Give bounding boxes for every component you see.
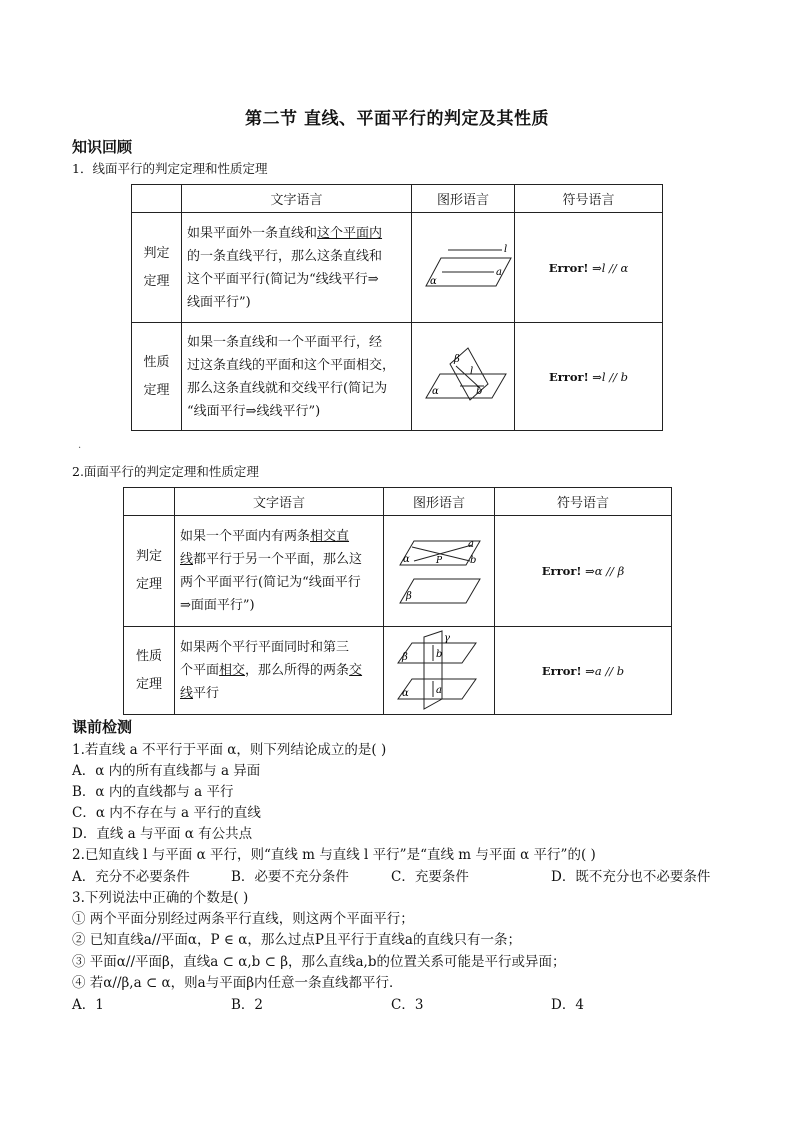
symbol-line-plane-judgment: Error! ⇒l // α: [515, 213, 663, 323]
row-head-property: 性质 定理: [124, 627, 175, 715]
figure-plane-plane-judgment: [384, 516, 495, 627]
row-text-property: 如果一条直线和一个平面平行，经 过这条直线的平面和这个平面相交， 那么这条直线就和交线平行(简记为 “线面平行⇒线线平行”): [182, 323, 412, 431]
table-row: [132, 213, 663, 323]
header-figure-language: 图形语言: [384, 488, 495, 516]
question-2-option-d: D．既不充分也不必要条件: [551, 869, 711, 885]
question-1-option-a: A．α 内的所有直线都与 a 异面: [72, 763, 261, 779]
header-symbol-language: 符号语言: [495, 488, 672, 516]
figure-label: b: [436, 648, 443, 660]
figure-label: a: [496, 266, 502, 278]
figure-label: γ: [444, 632, 450, 644]
question-2-option-b: B．必要不充分条件: [231, 869, 349, 885]
question-3-option-d: D．4: [551, 997, 584, 1013]
table-header-row: [124, 488, 672, 516]
question-3-statement-4: ④ 若α//β,a ⊂ α，则a与平面β内任意一条直线都平行．: [72, 975, 403, 991]
figure-label: β: [402, 651, 408, 663]
question-1-option-c: C．α 内不存在与 a 平行的直线: [72, 805, 261, 821]
figure-label: l: [504, 243, 508, 255]
row-head-judgment: 判定 定理: [132, 213, 182, 323]
section-check-heading: 课前检测: [72, 718, 133, 736]
question-3-option-a: A．1: [72, 997, 104, 1013]
figure-label: a: [436, 684, 442, 696]
question-3-option-c: C．3: [391, 997, 424, 1013]
figure-label: α: [402, 687, 409, 699]
figure-label: b: [476, 385, 483, 397]
question-3-stem: 3.下列说法中正确的个数是( ): [72, 890, 249, 906]
figure-label: β: [454, 353, 460, 365]
header-empty: [132, 185, 182, 213]
table-row: [124, 516, 672, 627]
header-symbol-language: 符号语言: [515, 185, 663, 213]
question-3-statement-1: ① 两个平面分别经过两条平行直线，则这两个平面平行；: [72, 911, 414, 927]
figure-label: α: [432, 385, 439, 397]
question-3-statement-3: ③ 平面α//平面β，直线a ⊂ α,b ⊂ β，那么直线a,b的位置关系可能是平行或异面；: [72, 954, 566, 970]
row-text-judgment: 如果一个平面内有两条相交直 线都平行于另一个平面，那么这 两个平面平行(简记为“线面平行 ⇒面面平行”): [175, 516, 384, 627]
question-3-option-b: B．2: [231, 997, 264, 1013]
question-1-stem: 1.若直线 a 不平行于平面 α，则下列结论成立的是( ): [72, 742, 387, 758]
table-line-plane-parallel: [131, 184, 663, 431]
stray-mark: .: [78, 440, 82, 451]
figure-line-plane-judgment: [412, 213, 515, 323]
row-head-judgment: 判定 定理: [124, 516, 175, 627]
question-2-option-a: A．充分不必要条件: [72, 869, 190, 885]
figure-plane-plane-property: [384, 627, 495, 715]
header-empty: [124, 488, 175, 516]
symbol-line-plane-property: Error! ⇒l // b: [515, 323, 663, 431]
row-text-judgment: 如果平面外一条直线和这个平面内 的一条直线平行，那么这条直线和 这个平面平行(简记为“线线平行⇒ 线面平行”): [182, 213, 412, 323]
figure-label: α: [403, 554, 410, 565]
header-text-language: 文字语言: [182, 185, 412, 213]
question-1-option-d: D．直线 a 与平面 α 有公共点: [72, 826, 253, 842]
section-review-heading: 知识回顾: [72, 138, 133, 156]
row-head-property: 性质 定理: [132, 323, 182, 431]
table-plane-plane-parallel: [123, 487, 672, 715]
header-figure-language: 图形语言: [412, 185, 515, 213]
table2-caption: 2.面面平行的判定定理和性质定理: [72, 464, 259, 479]
figure-label: β: [406, 591, 412, 602]
figure-label: l: [470, 365, 474, 377]
figure-label: a: [468, 539, 474, 550]
figure-line-plane-property: [412, 323, 515, 431]
row-text-property: 如果两个平行平面同时和第三 个平面相交，那么所得的两条交 线平行: [175, 627, 384, 715]
question-3-statement-2: ② 已知直线a//平面α，P ∈ α，那么过点P且平行于直线a的直线只有一条；: [72, 932, 521, 948]
table-header-row: [132, 185, 663, 213]
figure-label: P: [436, 556, 443, 566]
figure-label: α: [430, 275, 437, 287]
figure-label: b: [470, 555, 477, 566]
table1-caption: 1．线面平行的判定定理和性质定理: [72, 161, 268, 176]
question-2-stem: 2.已知直线 l 与平面 α 平行，则“直线 m 与直线 l 平行”是“直线 m 与平面 α 平行”的( ): [72, 847, 596, 863]
page-title: 第二节 直线、平面平行的判定及其性质: [245, 109, 549, 129]
header-text-language: 文字语言: [175, 488, 384, 516]
question-2-option-c: C．充要条件: [391, 869, 469, 885]
symbol-plane-plane-property: Error! ⇒a // b: [495, 627, 672, 715]
symbol-plane-plane-judgment: Error! ⇒α // β: [495, 516, 672, 627]
table-row: [132, 323, 663, 431]
table-row: [124, 627, 672, 715]
question-1-option-b: B．α 内的直线都与 a 平行: [72, 784, 234, 800]
